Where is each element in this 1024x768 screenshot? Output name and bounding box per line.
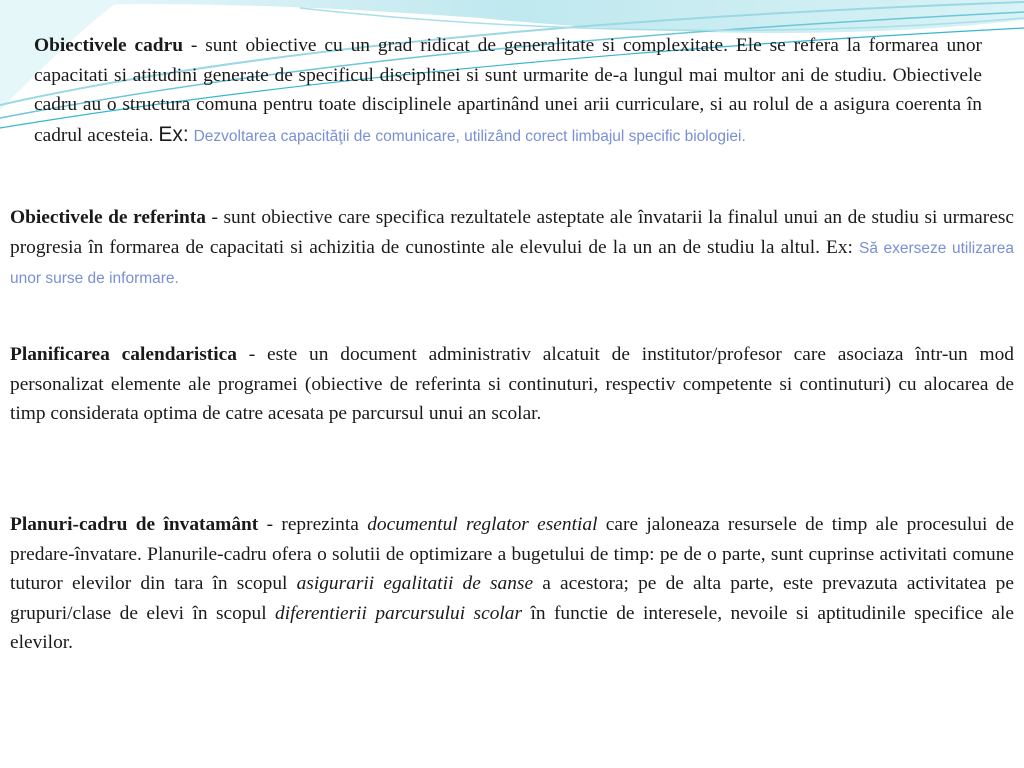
term-planificarea-calendaristica: Planificarea calendaristica: [10, 344, 237, 365]
paragraph-obiectivele-cadru: [34, 31, 982, 151]
paragraph-obiectivele-de-referinta: [10, 203, 1014, 294]
example-label: Ex:: [158, 122, 189, 146]
emphasis-text: asigurarii egalitatii de sanse: [296, 573, 534, 594]
definition-text: - sunt obiective cu un grad ridicat de generalitate si complexitate. Ele se refera la formarea unor capacitati si atitudini generate de specificul disciplinei si sunt urmarite de-a lungul mai multor ani de studiu. Obiectivele cadru au o structura comuna pentru toate disciplinele apartinând unei arii curriculare, si au rolul de a asigura coerenta în cadrul acesteia.: [34, 35, 983, 146]
term-planuri-cadru: Planuri-cadru de învatamânt: [10, 514, 259, 535]
emphasis-text: diferentierii parcursului scolar: [275, 602, 523, 624]
example-text: Dezvoltarea capacităţii de comunicare, utilizând corect limbajul specific biologiei.: [193, 127, 746, 145]
definition-text: - reprezinta: [258, 514, 368, 535]
definition-text: a acestora; pe de alta parte, este prevazuta activitatea pe grupuri/clase de elevi în scopul: [10, 573, 1014, 624]
paragraph-planificarea-calendaristica: [10, 340, 1014, 429]
term-obiectivele-cadru: Obiectivele cadru: [34, 35, 183, 56]
definition-text: - este un document administrativ alcatuit de institutor/profesor care asociaza într-un mod personalizat elemente ale programei (obiective de referinta si continuturi, respectiv competente si continuturi) cu alocarea de timp considerata optima de catre acesata pe parcursul unui an scolar.: [10, 344, 1015, 424]
paragraph-planuri-cadru: [10, 510, 1014, 658]
term-obiectivele-de-referinta: Obiectivele de referinta: [10, 207, 206, 228]
example-label: Ex:: [826, 236, 860, 258]
definition-text: care jaloneaza resursele de timp ale procesului de predare-învatare. Planurile-cadru ofera o solutii de optimizare a bugetului de timp: pe de o parte, sunt cuprinse activitati comune tuturor elevilor din tara în scopul: [10, 514, 1014, 594]
example-text: Să exerseze utilizarea unor surse de informare.: [10, 239, 1014, 287]
definition-text: - sunt obiective care specifica rezultatele asteptate ale învatarii la finalul unui an de studiu si urmaresc progresia în formarea de capacitati si achizitia de cunostinte ale elevului de la un an de studiu la altul.: [10, 207, 1014, 258]
definition-text: în functie de interesele, nevoile si aptitudinile specifice ale elevilor.: [10, 602, 1015, 653]
emphasis-text: documentul reglator esential: [367, 514, 598, 535]
